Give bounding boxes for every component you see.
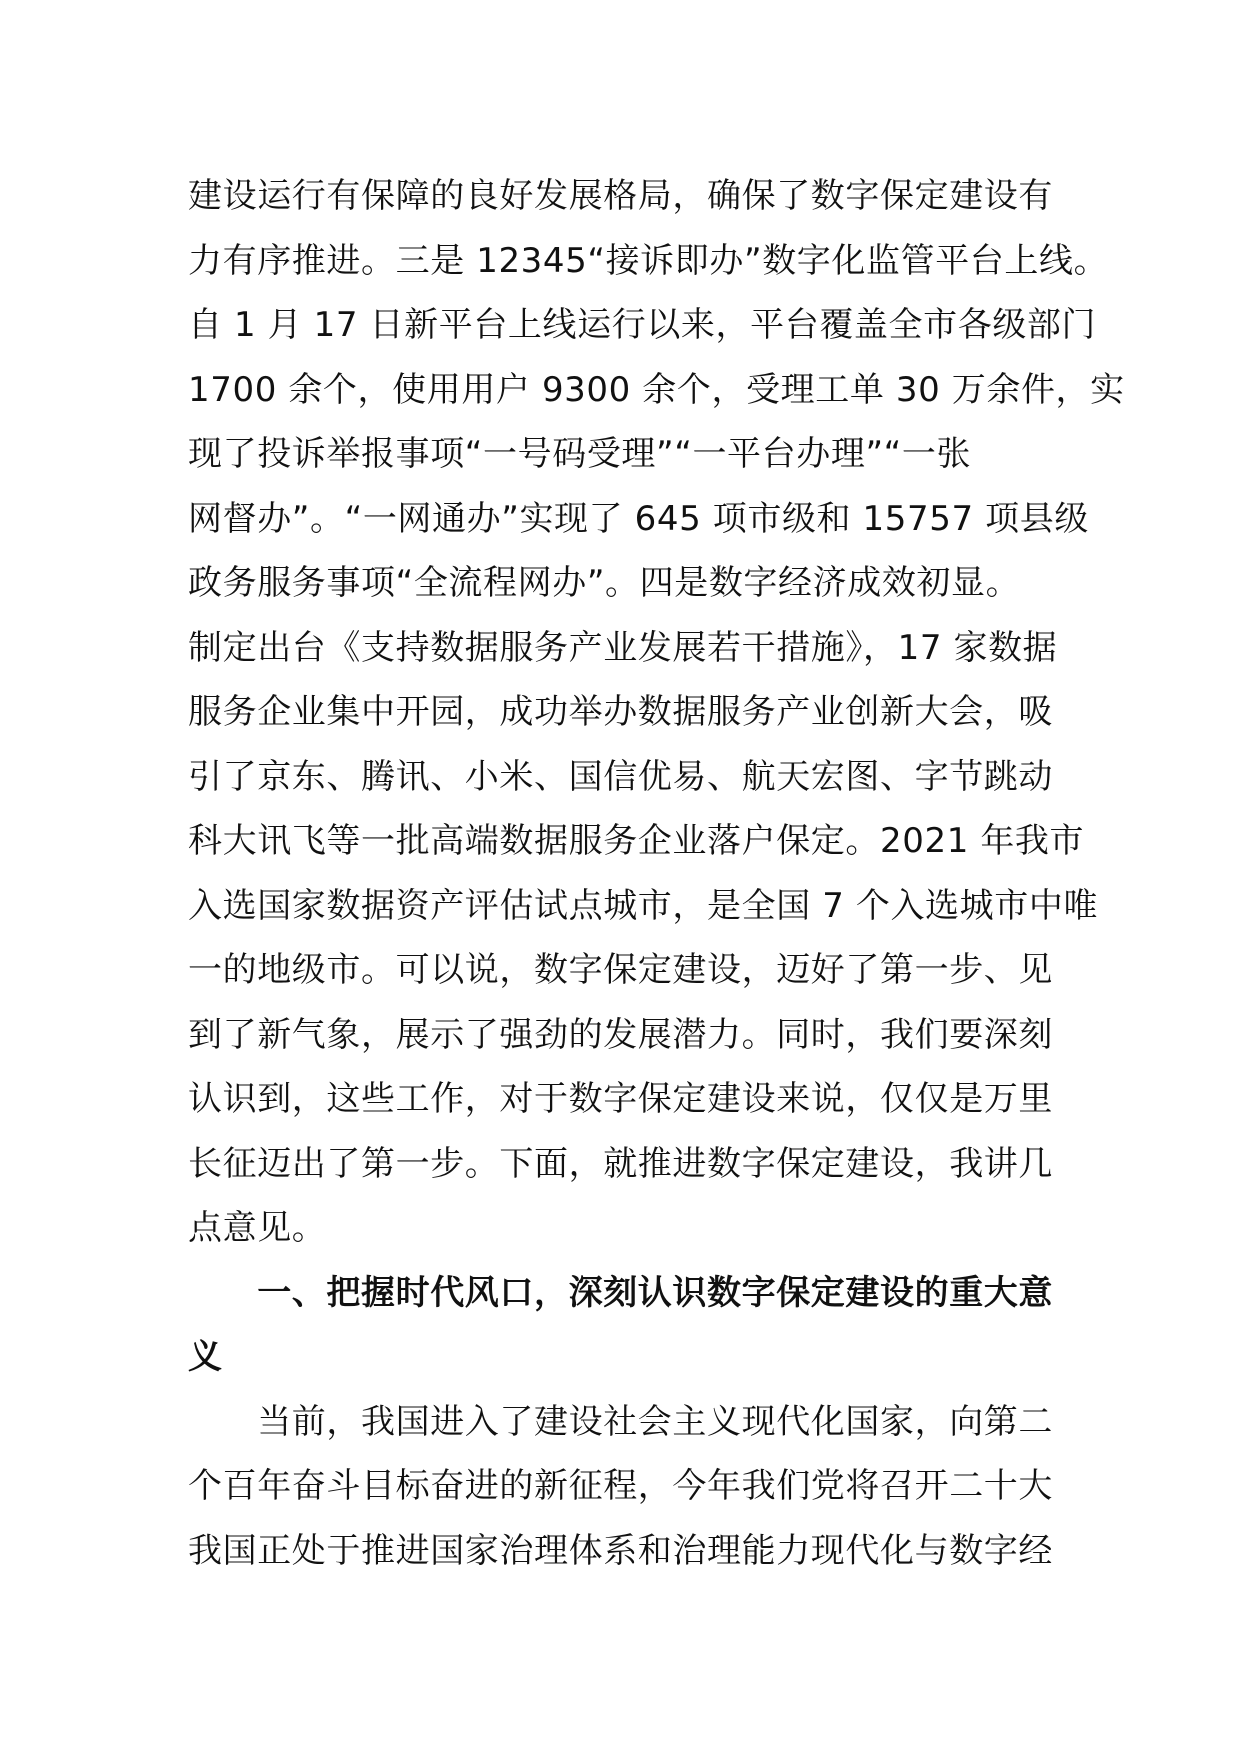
text-line: 认识到，这些工作，对于数字保定建设来说，仅仅是万里 bbox=[188, 1079, 1053, 1119]
text-line: 入选国家数据资产评估试点城市，是全国 7 个入选城市中唯 bbox=[188, 885, 1099, 926]
text-line: 当前，我国进入了建设社会主义现代化国家，向第二 bbox=[188, 1401, 1053, 1442]
section-heading: 一、把握时代风口，深刻认识数字保定建设的重大意 bbox=[188, 1272, 1053, 1313]
text-line: 长征迈出了第一步。下面，就推进数字保定建设，我讲几 bbox=[188, 1143, 1053, 1184]
text-line: 个百年奋斗目标奋进的新征程，今年我们党将召开二十大 bbox=[188, 1466, 1053, 1506]
text-line: 服务企业集中开园，成功举办数据服务产业创新大会，吸 bbox=[188, 692, 1053, 732]
text-line: 建设运行有保障的良好发展格局，确保了数字保定建设有 bbox=[188, 176, 1053, 216]
text-line: 到了新气象，展示了强劲的发展潜力。同时，我们要深刻 bbox=[188, 1014, 1053, 1055]
text-line: 我国正处于推进国家治理体系和治理能力现代化与数字经 bbox=[188, 1530, 1053, 1571]
text-line: 1700 余个，使用用户 9300 余个，受理工单 30 万余件，实 bbox=[188, 369, 1125, 410]
text-line: 现了投诉举报事项“一号码受理”“一平台办理”“一张 bbox=[188, 434, 972, 474]
text-line: 引了京东、腾讯、小米、国信优易、航天宏图、字节跳动 bbox=[188, 756, 1053, 797]
text-line: 科大讯飞等一批高端数据服务企业落户保定。2021 年我市 bbox=[188, 821, 1085, 861]
text-line: 一的地级市。可以说，数字保定建设，迈好了第一步、见 bbox=[188, 950, 1053, 990]
text-line: 制定出台《支持数据服务产业发展若干措施》，17 家数据 bbox=[188, 627, 1058, 668]
text-line: 网督办”。“一网通办”实现了 645 项市级和 15757 项县级 bbox=[188, 498, 1089, 539]
document-body bbox=[188, 164, 1125, 1583]
text-line: 力有序推进。三是 12345“接诉即办”数字化监管平台上线。 bbox=[188, 240, 1109, 281]
text-line: 政务服务事项“全流程网办”。四是数字经济成效初显。 bbox=[188, 563, 1021, 603]
text-line: 自 1 月 17 日新平台上线运行以来，平台覆盖全市各级部门 bbox=[188, 305, 1097, 345]
text-line: 点意见。 bbox=[188, 1208, 327, 1248]
section-heading: 义 bbox=[188, 1337, 223, 1377]
